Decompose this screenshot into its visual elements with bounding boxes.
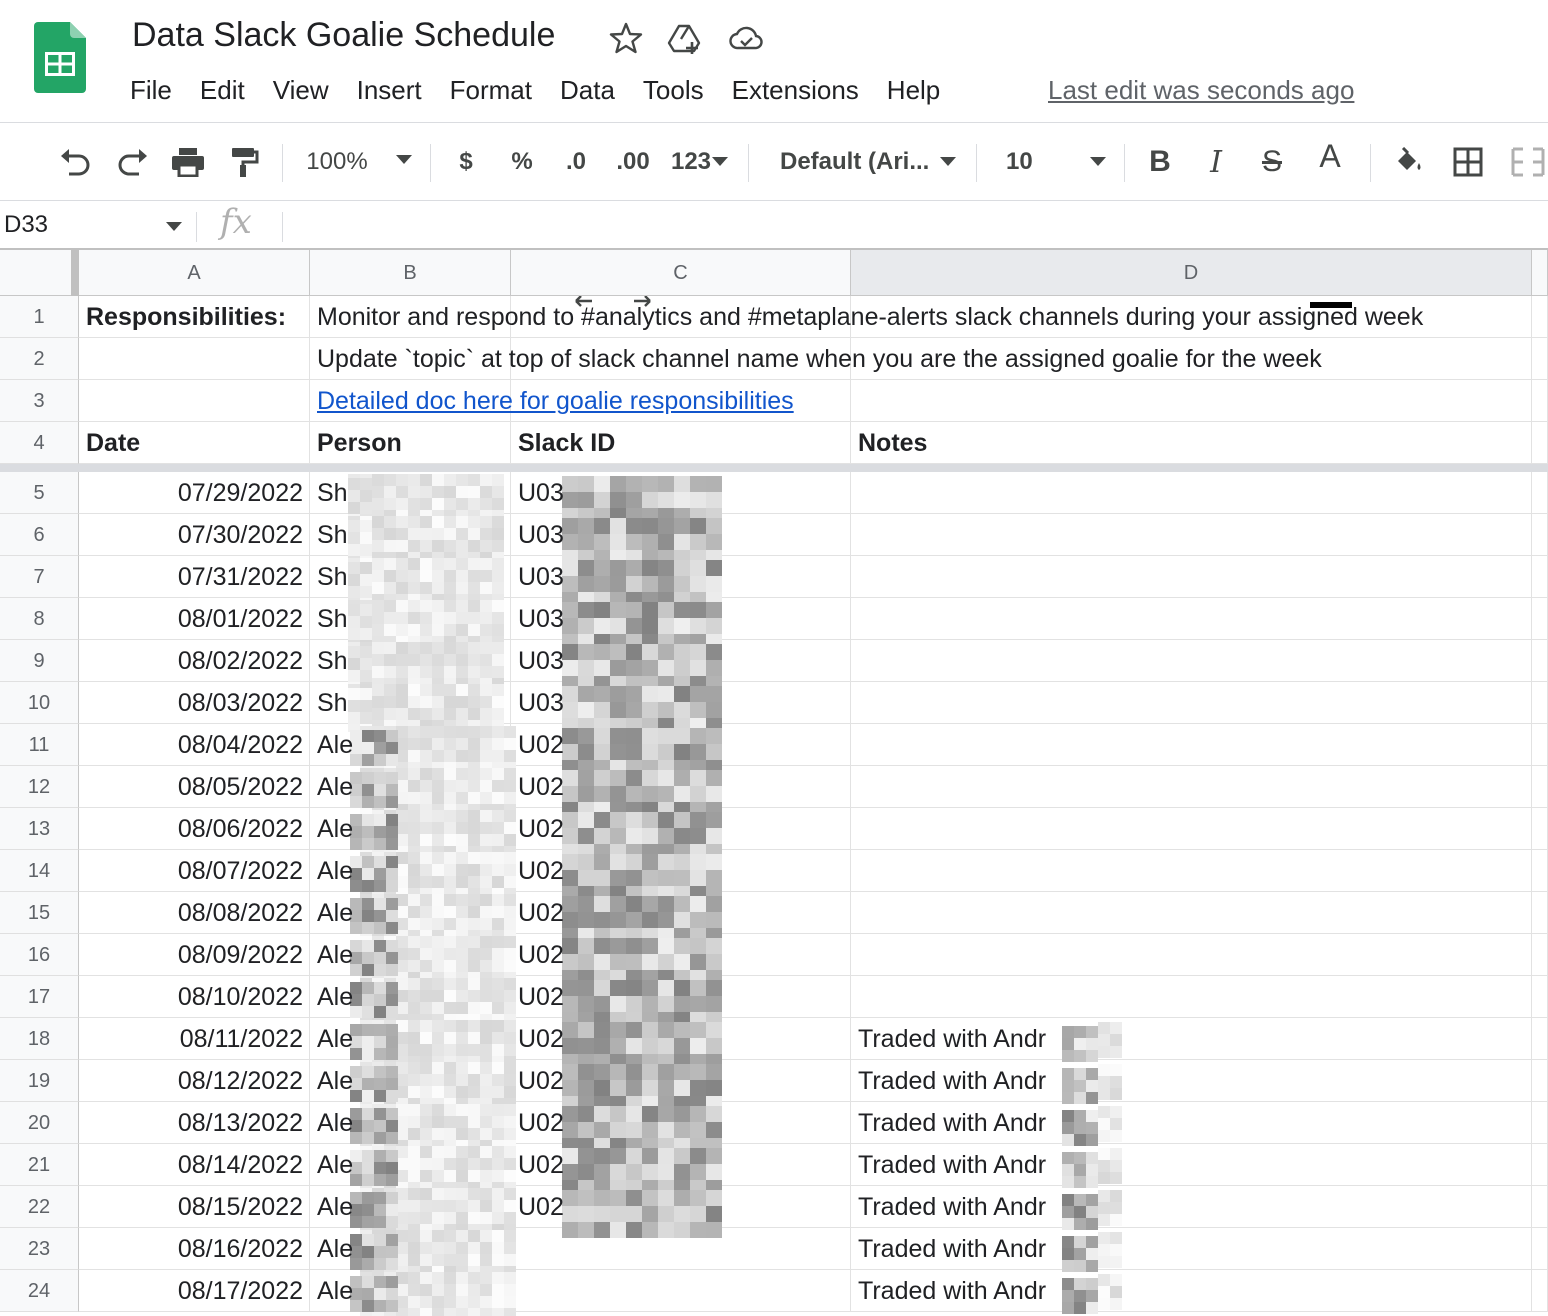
cell[interactable] — [851, 640, 1532, 682]
cell[interactable] — [1532, 422, 1548, 464]
header-notes: Notes — [858, 429, 928, 457]
column-header-a[interactable]: A — [79, 250, 310, 296]
redacted-slack-id — [562, 1190, 710, 1226]
increase-decimal-label: .00 — [616, 148, 650, 175]
toolbar — [0, 124, 1548, 200]
row-header[interactable]: 21 — [0, 1144, 79, 1186]
date-cell: 07/30/2022 — [177, 521, 303, 549]
person-cell: Ale — [317, 773, 354, 801]
date-cell: 08/08/2022 — [177, 899, 303, 927]
redacted-slack-id — [562, 980, 710, 1016]
slack-id-cell: U02 — [518, 1109, 564, 1137]
slack-id-cell: U02 — [518, 731, 564, 759]
cell[interactable] — [1532, 1060, 1548, 1102]
redacted-notes — [1098, 1190, 1114, 1226]
notes-cell: Traded with Andr — [858, 1067, 1047, 1095]
redacted-slack-id — [562, 1106, 710, 1142]
cell[interactable] — [851, 892, 1532, 934]
cell[interactable] — [851, 850, 1532, 892]
slack-id-cell: U02 — [518, 815, 564, 843]
redacted-slack-id — [562, 1148, 710, 1184]
slack-id-cell: U03 — [518, 479, 564, 507]
redo-icon[interactable] — [112, 124, 152, 200]
formula-input[interactable] — [296, 206, 1536, 244]
responsibilities-label: Responsibilities: — [86, 303, 287, 331]
slack-id-cell: U03 — [518, 689, 564, 717]
responsibility-line-2: Update `topic` at top of slack channel name when you are the assigned goalie for the week — [317, 345, 1322, 373]
row-header[interactable]: 16 — [0, 934, 79, 976]
redacted-slack-id — [562, 938, 710, 974]
date-cell: 08/06/2022 — [177, 815, 303, 843]
cell[interactable] — [1532, 682, 1548, 724]
font-chevron-icon — [940, 157, 956, 167]
increase-decimal-button[interactable] — [610, 124, 656, 200]
header-person: Person — [317, 429, 402, 457]
select-all-corner[interactable] — [0, 250, 79, 296]
menu-data[interactable]: Data — [559, 75, 615, 105]
zoom-chevron-icon — [396, 155, 412, 165]
freeze-column-handle[interactable] — [71, 250, 79, 296]
date-cell: 08/14/2022 — [177, 1151, 303, 1179]
notes-cell: Traded with Andr — [858, 1277, 1047, 1305]
row-header[interactable]: 5 — [0, 472, 79, 514]
redacted-notes — [1098, 1022, 1114, 1058]
spreadsheet-grid[interactable] — [0, 250, 1548, 1316]
strikethrough-button[interactable]: S — [1261, 145, 1282, 178]
row-header[interactable]: 22 — [0, 1186, 79, 1228]
row-header[interactable]: 20 — [0, 1102, 79, 1144]
date-cell: 08/10/2022 — [177, 983, 303, 1011]
sheets-logo[interactable] — [34, 22, 86, 93]
fx-icon: fx — [220, 202, 252, 242]
date-cell: 07/31/2022 — [177, 563, 303, 591]
name-box[interactable] — [4, 208, 186, 242]
redacted-notes — [1062, 1152, 1098, 1180]
redacted-slack-id — [562, 686, 710, 722]
person-cell: Ale — [317, 1235, 354, 1263]
notes-cell: Traded with Andr — [858, 1109, 1047, 1137]
person-cell: Ale — [317, 815, 354, 843]
row-header[interactable]: 12 — [0, 766, 79, 808]
person-cell: Sh — [317, 563, 348, 591]
person-cell: Sh — [317, 689, 348, 717]
freeze-row-handle[interactable] — [0, 464, 1548, 472]
date-cell: 08/15/2022 — [177, 1193, 303, 1221]
notes-cell: Traded with Andr — [858, 1193, 1047, 1221]
person-cell: Sh — [317, 647, 348, 675]
date-cell: 07/29/2022 — [177, 479, 303, 507]
notes-cell: Traded with Andr — [858, 1235, 1047, 1263]
zoom-value: 100% — [306, 148, 368, 175]
italic-button[interactable]: I — [1210, 144, 1222, 180]
notes-cell: Traded with Andr — [858, 1151, 1047, 1179]
row-header[interactable]: 11 — [0, 724, 79, 766]
percent-format-button[interactable]: % — [511, 148, 533, 175]
redacted-notes — [1098, 1148, 1114, 1184]
person-cell: Ale — [317, 983, 354, 1011]
person-cell: Ale — [317, 1277, 354, 1305]
person-cell: Ale — [317, 857, 354, 885]
font-family-value: Default (Ari... — [780, 148, 930, 175]
print-icon[interactable] — [168, 124, 208, 200]
cell[interactable] — [1532, 766, 1548, 808]
row-header[interactable]: 9 — [0, 640, 79, 682]
row-header[interactable]: 23 — [0, 1228, 79, 1270]
redacted-notes — [1062, 1278, 1098, 1306]
slack-id-cell: U03 — [518, 521, 564, 549]
toolbar-divider — [0, 200, 1548, 201]
cell[interactable] — [851, 724, 1532, 766]
column-header-d[interactable]: D — [851, 250, 1532, 296]
menu-file[interactable]: File — [130, 75, 172, 105]
menu-edit[interactable]: Edit — [199, 75, 245, 105]
person-cell: Ale — [317, 941, 354, 969]
last-edit-link[interactable]: Last edit was seconds ago — [1048, 75, 1355, 105]
slack-id-cell: U02 — [518, 1067, 564, 1095]
cell[interactable] — [851, 556, 1532, 598]
header-divider — [0, 122, 1548, 123]
date-cell: 08/01/2022 — [177, 605, 303, 633]
cell[interactable] — [1532, 724, 1548, 766]
row-header[interactable]: 24 — [0, 1270, 79, 1312]
row-header[interactable]: 2 — [0, 338, 79, 380]
paint-format-icon[interactable] — [224, 124, 264, 200]
currency-format-button[interactable]: $ — [459, 148, 473, 175]
row-header[interactable]: 13 — [0, 808, 79, 850]
cell[interactable] — [851, 380, 1532, 422]
text-color-button[interactable]: A — [1319, 138, 1341, 174]
date-cell: 08/13/2022 — [177, 1109, 303, 1137]
cell[interactable] — [851, 682, 1532, 724]
redacted-slack-id — [562, 1064, 710, 1100]
cell[interactable] — [1532, 976, 1548, 1018]
redacted-notes — [1062, 1110, 1098, 1138]
slack-id-cell: U02 — [518, 899, 564, 927]
font-family-select[interactable] — [770, 124, 960, 200]
redacted-slack-id — [562, 644, 710, 680]
more-formats-label: 123 — [670, 148, 712, 175]
cell[interactable] — [851, 514, 1532, 556]
cell[interactable] — [1532, 892, 1548, 934]
redacted-notes — [1098, 1274, 1114, 1310]
redacted-slack-id — [562, 896, 710, 932]
date-cell: 08/11/2022 — [179, 1025, 303, 1053]
date-cell: 08/02/2022 — [177, 647, 303, 675]
date-cell: 08/07/2022 — [177, 857, 303, 885]
redacted-notes — [1098, 1232, 1114, 1268]
cell[interactable] — [851, 766, 1532, 808]
cell[interactable] — [851, 598, 1532, 640]
redacted-slack-id — [562, 560, 710, 596]
cell[interactable] — [851, 808, 1532, 850]
name-box-chevron-icon — [166, 222, 182, 232]
menu-extensions[interactable]: Extensions — [731, 75, 859, 105]
decrease-decimal-label: .0 — [565, 148, 586, 175]
date-cell: 08/04/2022 — [177, 731, 303, 759]
cell[interactable] — [1532, 1186, 1548, 1228]
cell[interactable] — [79, 380, 310, 422]
row-header[interactable]: 1 — [0, 296, 79, 338]
cell[interactable] — [1532, 808, 1548, 850]
cell[interactable] — [1532, 1270, 1548, 1312]
row-header[interactable]: 6 — [0, 514, 79, 556]
person-cell: Ale — [317, 731, 354, 759]
cell[interactable] — [1532, 934, 1548, 976]
cell[interactable] — [1532, 1018, 1548, 1060]
date-cell: 08/12/2022 — [177, 1067, 303, 1095]
menu-format[interactable]: Format — [449, 75, 532, 105]
formats-chevron-icon — [712, 157, 728, 167]
redacted-slack-id — [562, 476, 710, 512]
row-header[interactable]: 8 — [0, 598, 79, 640]
row-header[interactable]: 4 — [0, 422, 79, 464]
redacted-slack-id — [562, 812, 710, 848]
date-cell: 08/17/2022 — [177, 1277, 303, 1305]
slack-id-cell: U03 — [518, 647, 564, 675]
cell[interactable] — [1532, 1144, 1548, 1186]
person-cell: Ale — [317, 1151, 354, 1179]
person-cell: Ale — [317, 1109, 354, 1137]
cell[interactable] — [851, 422, 1532, 464]
date-cell: 08/09/2022 — [177, 941, 303, 969]
header-date: Date — [86, 429, 141, 457]
slack-id-cell: U02 — [518, 1025, 564, 1053]
cell[interactable] — [851, 472, 1532, 514]
slack-id-cell: U03 — [518, 605, 564, 633]
person-cell: Ale — [317, 899, 354, 927]
date-cell: 08/03/2022 — [177, 689, 303, 717]
slack-id-cell: U02 — [518, 983, 564, 1011]
slack-id-cell: U03 — [518, 563, 564, 591]
cell[interactable] — [851, 976, 1532, 1018]
date-cell: 08/05/2022 — [177, 773, 303, 801]
menu-help[interactable]: Help — [886, 75, 941, 105]
person-cell: Ale — [317, 1193, 354, 1221]
cell[interactable] — [1532, 380, 1548, 422]
person-cell: Sh — [317, 605, 348, 633]
redacted-notes — [1062, 1068, 1098, 1096]
font-size-value: 10 — [1006, 148, 1033, 175]
date-cell: 08/16/2022 — [177, 1235, 303, 1263]
notes-cell: Traded with Andr — [858, 1025, 1047, 1053]
undo-icon[interactable] — [56, 124, 96, 200]
redacted-notes — [1098, 1106, 1114, 1142]
row-header[interactable]: 14 — [0, 850, 79, 892]
borders-icon[interactable] — [1448, 124, 1488, 200]
menu-insert[interactable]: Insert — [356, 75, 422, 105]
cell[interactable] — [1532, 472, 1548, 514]
row-header[interactable]: 15 — [0, 892, 79, 934]
cell[interactable] — [511, 1270, 851, 1312]
cell[interactable] — [1532, 338, 1548, 380]
goalie-doc-link[interactable]: Detailed doc here for goalie responsibilities — [317, 387, 794, 415]
cell[interactable] — [1532, 1102, 1548, 1144]
menu-tools[interactable]: Tools — [642, 75, 704, 105]
column-header-c[interactable]: C — [511, 250, 851, 296]
slack-id-cell: U02 — [518, 773, 564, 801]
fill-color-icon[interactable] — [1388, 124, 1428, 200]
row-header[interactable]: 3 — [0, 380, 79, 422]
redacted-notes — [1062, 1026, 1098, 1054]
slack-id-cell: U02 — [518, 857, 564, 885]
slack-id-cell: U02 — [518, 1151, 564, 1179]
cell[interactable] — [1532, 556, 1548, 598]
row-header[interactable]: 10 — [0, 682, 79, 724]
decrease-decimal-button[interactable] — [556, 124, 596, 200]
menu-bar — [130, 72, 968, 108]
row-header[interactable]: 17 — [0, 976, 79, 1018]
star-icon[interactable] — [608, 20, 644, 56]
redacted-notes — [1098, 1064, 1114, 1100]
column-header-b[interactable]: B — [310, 250, 511, 296]
bold-button[interactable]: B — [1149, 145, 1171, 178]
redacted-notes — [1062, 1194, 1098, 1222]
menu-view[interactable]: View — [272, 75, 329, 105]
move-to-drive-icon[interactable] — [666, 20, 702, 56]
redacted-notes — [1062, 1236, 1098, 1264]
column-header-e[interactable] — [1532, 250, 1548, 296]
cell[interactable] — [1532, 640, 1548, 682]
person-cell: Sh — [317, 521, 348, 549]
person-cell: Sh — [317, 479, 348, 507]
redacted-slack-id — [562, 854, 710, 890]
person-cell: Ale — [317, 1067, 354, 1095]
document-title[interactable]: Data Slack Goalie Schedule — [132, 16, 556, 54]
cell[interactable] — [1532, 598, 1548, 640]
cell[interactable] — [79, 338, 310, 380]
redacted-slack-id — [562, 602, 710, 638]
cell[interactable] — [1532, 514, 1548, 556]
row-header[interactable]: 18 — [0, 1018, 79, 1060]
redacted-slack-id — [562, 1022, 710, 1058]
header-slack-id: Slack ID — [518, 429, 616, 457]
cell[interactable] — [1532, 296, 1548, 338]
cell[interactable] — [1532, 1228, 1548, 1270]
cell[interactable] — [1532, 850, 1548, 892]
merge-cells-icon[interactable] — [1508, 124, 1548, 200]
font-size-chevron-icon — [1090, 157, 1106, 167]
row-header[interactable]: 7 — [0, 556, 79, 598]
responsibility-line-1: Monitor and respond to #analytics and #metaplane-alerts slack channels during your assigned week — [317, 303, 1424, 331]
slack-id-cell: U02 — [518, 1193, 564, 1221]
cell[interactable] — [851, 934, 1532, 976]
redacted-slack-id — [562, 770, 710, 806]
cloud-saved-icon[interactable] — [728, 20, 764, 56]
slack-id-cell: U02 — [518, 941, 564, 969]
redacted-slack-id — [562, 518, 710, 554]
redacted-slack-id — [562, 728, 710, 764]
name-box-value: D33 — [4, 211, 49, 238]
person-cell: Ale — [317, 1025, 354, 1053]
row-header[interactable]: 19 — [0, 1060, 79, 1102]
